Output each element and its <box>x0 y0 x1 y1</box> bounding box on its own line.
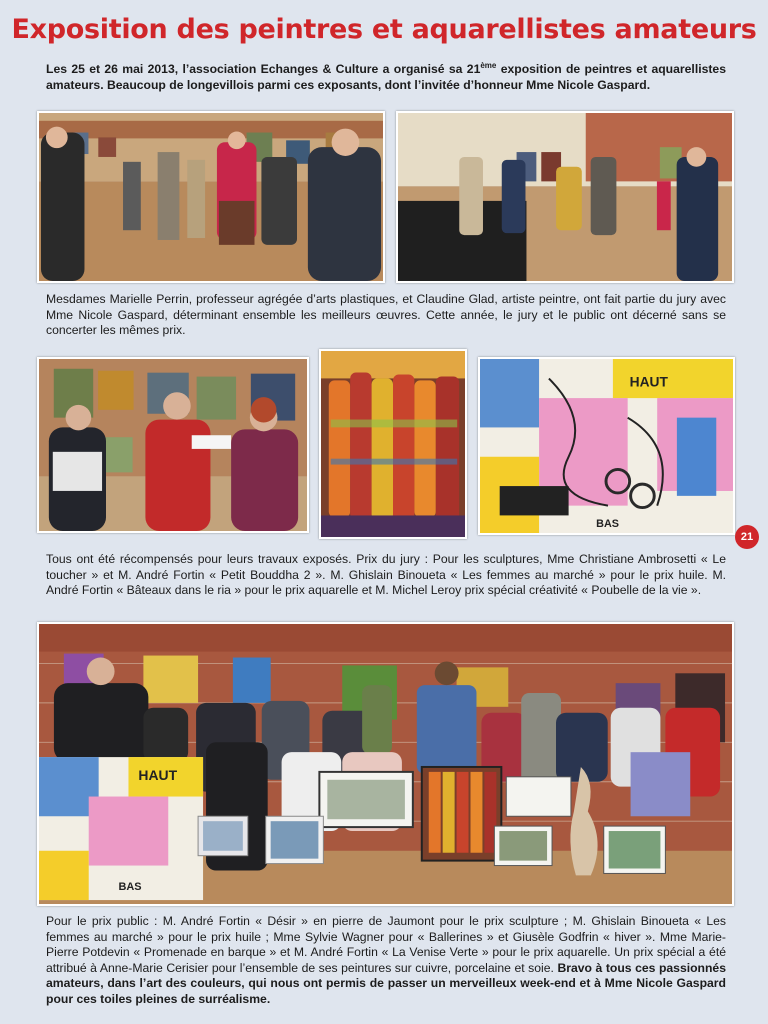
photo-group-prize-winners <box>37 622 734 906</box>
caption-prizes: Tous ont été récompensés pour leurs travaux exposés. Prix du jury : Pour les sculptures, Mme Christiane Ambrosetti « Le toucher » et M. André Fortin « Petit Bouddha 2 ». M. Ghislain Binoueta « Les femmes au marché » pour le prix huile. M. André Fortin « Bâteaux dans le ria » pour le prix aquarelle et M. Michel Leroy prix spécial créativité « Poubelle de la vie ». <box>46 552 726 597</box>
caption-public-text: Pour le prix public : M. André Fortin « Désir » en pierre de Jaumont pour le prix sculpture ; M. Ghislain Binoueta « Les femmes au marché » pour le prix huile ; Mme Sylvie Wagner pour « Ballerines » et Giusèle Godfrin « hiver ». Mme Marie-Pierre Potdevin « Promenade en barque » et M. André Fortin « La Venise Verte » pour le prix aquarelle. Un prix spécial a été attribué à Anne-Marie Cerisier pour l’ensemble de ses peintures sur cuivre, porcelaine et soie. <box>46 914 726 975</box>
caption-jury: Mesdames Marielle Perrin, professeur agrégée d’arts plastiques, et Claudine Glad, artiste peintre, ont fait partie du jury avec Mme Nicole Gaspard, déterminant ensemble les meilleurs œuvres. Cette année, le jury et le public ont décerné sans se concerter les mêmes prix. <box>46 292 726 337</box>
painting-haut-bas <box>478 357 735 535</box>
caption-public-prize <box>46 914 726 1007</box>
group-painting-label-bas: BAS <box>118 881 142 894</box>
page-title: Exposition des peintres et aquarellistes amateurs <box>11 14 757 45</box>
intro-paragraph <box>46 58 726 93</box>
group-painting-label-haut: HAUT <box>138 766 178 783</box>
intro-text-end: exposition de peintres et aquarellistes amateurs. Beaucoup de longevillois parmi ces exposants, dont l’invitée d’honneur Mme Nicole Gaspard. <box>46 62 726 92</box>
closing-statement: Bravo à tous ces passionnés amateurs, dans l’art des couleurs, qui nous ont permis de passer un merveilleux week-end et à Mme Nicole Gaspard pour ces toiles pleines de surréalisme. <box>46 960 726 1006</box>
painting-label-haut: HAUT <box>629 374 668 390</box>
photo-exhibition-hall <box>396 111 734 283</box>
painting-label-bas: BAS <box>596 518 620 531</box>
photo-exhibition-visitors <box>37 111 385 283</box>
page-number-badge: 21 <box>735 525 759 549</box>
intro-text-start: Les 25 et 26 mai 2013, l’association Echanges & Culture a organisé sa 21 <box>46 62 481 77</box>
photo-jury-members <box>37 357 309 533</box>
painting-women-at-market <box>319 349 467 539</box>
ordinal-superscript: ème <box>480 61 497 70</box>
